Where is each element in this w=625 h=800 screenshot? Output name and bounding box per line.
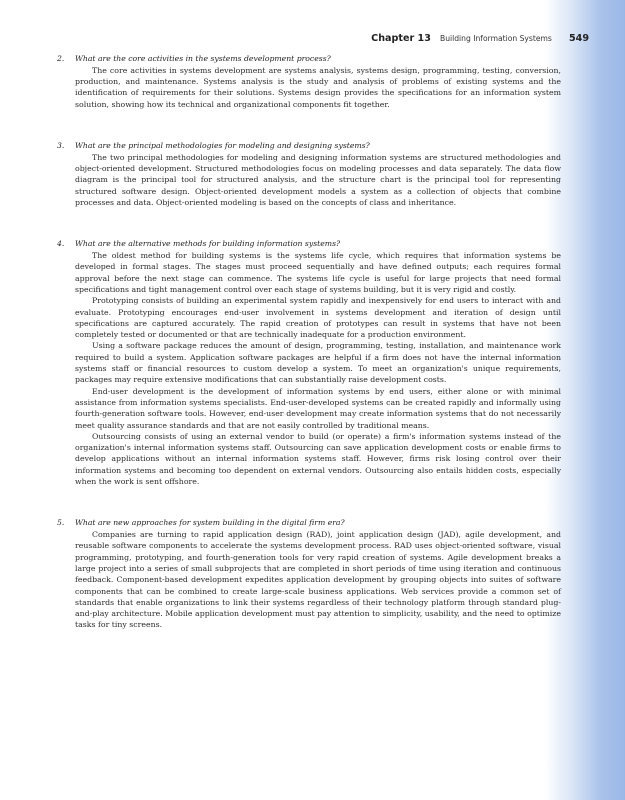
chapter-label: Chapter 13 (371, 33, 431, 44)
answer-paragraph: Using a software package reduces the amount of design, programming, testing, installation, and maintenance work required to build a system. Application software packages are helpful if a firm does not have the internal information systems staff or financial resources to custom develop a system. To meet an organization's unique requirements, packages may require extensive modifications that can substantially raise development costs. (75, 341, 561, 385)
answer-paragraph: End-user development is the development of information systems by end users, either alone or with minimal assistance from information systems specialists. End-user-developed systems can be created rapidly and informally using fourth-generation software tools. However, end-user development may create information systems that do not necessarily meet quality assurance standards and that are not easily controlled by traditional means. (75, 386, 561, 430)
answer-paragraph: The oldest method for building systems is the systems life cycle, which requires that information systems be developed in formal stages. The stages must proceed sequentially and have defined outputs; each requires formal approval before the next stage can commence. The systems life cycle is useful for large projects that need formal specifications and tight management control over each stage of systems building, but it is very rigid and costly. (75, 251, 561, 294)
review-item (57, 517, 561, 630)
item-number: 5. (57, 518, 65, 528)
review-item (57, 140, 561, 208)
page-body (57, 53, 561, 631)
answer-paragraph: Prototyping consists of building an experimental system rapidly and inexpensively for end users to interact with and evaluate. Prototyping encourages end-user involvement in systems development and iteration of design until specifications are captured accurately. The rapid creation of prototypes can result in systems that have not been completely tested or documented or that are technically inadequate for a production environment. (75, 296, 561, 340)
review-item (57, 53, 561, 110)
answer-paragraph: Companies are turning to rapid application design (RAD), joint application design (JAD), agile development, and reusable software components to accelerate the systems development process. RAD uses object-oriented software, visual programming, prototyping, and fourth-generation tools for very rapid creation of systems. Agile development breaks a large project into a series of small subprojects that are completed in short periods of time using iteration and continuous feedback. Component-based development expedites application development by grouping objects into suites of software components that can be combined to create large-scale business applications. Web services provide a common set of standards that enable organizations to link their systems regardless of their technology platform through standard plug- and-play architecture. Mobile application development must pay attention to simplicity, usability, and the need to optimize tasks for tiny screens. (75, 530, 561, 630)
answer-paragraph: The two principal methodologies for modeling and designing information systems are structured methodologies and object-oriented development. Structured methodologies focus on modeling processes and data separately. The data flow diagram is the principal tool for structured analysis, and the structure chart is the principal tool for representing structured software design. Object-oriented development models a system as a collection of objects that combine processes and data. Object-oriented modeling is based on the concepts of class and inheritance. (75, 152, 561, 207)
review-item (57, 238, 561, 487)
question-text: What are the principal methodologies for modeling and designing systems? (75, 140, 370, 150)
answer-paragraph: Outsourcing consists of using an external vendor to build (or operate) a firm's information systems instead of the organization's internal information systems staff. Outsourcing can save application development costs or enable firms to develop applications without an internal information systems staff. However, firms risk losing control over their information systems and becoming too dependent on external vendors. Outsourcing also entails hidden costs, especially when the work is sent offshore. (75, 431, 561, 486)
question-text: What are the alternative methods for building information systems? (75, 239, 341, 249)
page-number: 549 (568, 33, 589, 44)
answer-paragraph: The core activities in systems development are systems analysis, systems design, programming, testing, conversion, production, and maintenance. Systems analysis is the study and analysis of problems of existing systems and the identification of requirements for their solutions. Systems design provides the specifications for an information system solution, showing how its technical and organizational components fit together. (75, 65, 561, 109)
running-head (371, 26, 589, 45)
item-number: 4. (57, 239, 65, 249)
chapter-title: Building Information Systems (440, 34, 552, 43)
item-number: 3. (57, 140, 65, 150)
question-text: What are the core activities in the systems development process? (75, 54, 331, 63)
question-text: What are new approaches for system building in the digital firm era? (75, 518, 345, 528)
item-number: 2. (57, 54, 65, 63)
